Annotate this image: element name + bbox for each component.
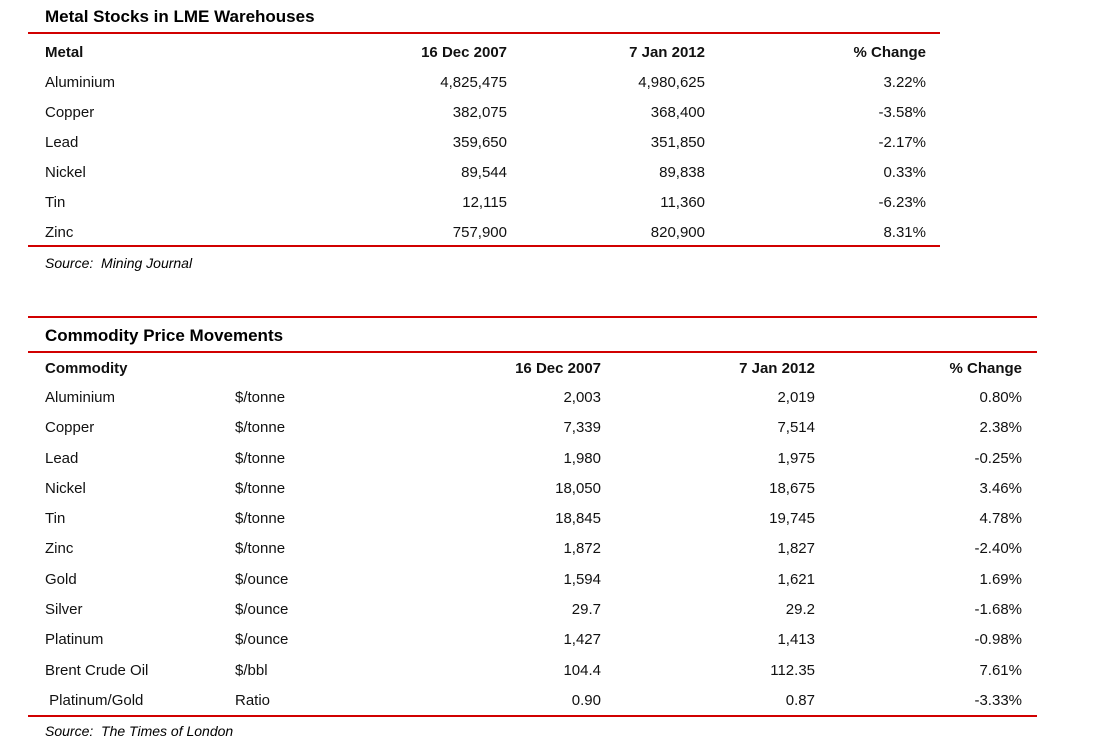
spacer — [0, 625, 45, 655]
pct-change-cell: -2.17% — [878, 134, 926, 151]
stock-2007-cell: 359,650 — [452, 134, 507, 151]
commodity-name-cell: Zinc — [45, 540, 74, 558]
stock-2007-cell: 382,075 — [452, 104, 507, 121]
commodity-prices-rows — [0, 383, 1099, 716]
table-row — [0, 504, 1099, 534]
column-header-16-dec-2007: 16 Dec 2007 — [515, 360, 601, 377]
pct-change-cell: -3.33% — [974, 691, 1022, 709]
commodity-name-cell: Aluminium — [45, 389, 116, 406]
price-2007-cell: 2,003 — [563, 389, 601, 406]
pct-change-cell: -2.40% — [974, 540, 1022, 558]
pct-change-cell: 1.69% — [979, 570, 1022, 588]
spacer — [0, 68, 45, 98]
commodity-prices-source-note: Source: The Times of London — [45, 723, 234, 739]
pct-change-cell: 0.33% — [883, 164, 926, 181]
column-header-metal: Metal — [45, 44, 84, 61]
pct-change-cell: -0.25% — [974, 449, 1022, 467]
commodity-name-cell: Platinum/Gold — [45, 691, 144, 709]
table-row — [0, 534, 1099, 564]
spacer — [0, 444, 45, 474]
price-2007-cell: 1,980 — [563, 449, 601, 467]
stock-2012-cell: 89,838 — [659, 164, 705, 181]
table-row — [0, 474, 1099, 504]
metal-name-cell: Copper — [45, 104, 95, 121]
spacer — [0, 355, 45, 383]
table-row — [0, 444, 1099, 474]
stock-2007-cell: 757,900 — [452, 224, 507, 241]
commodity-name-cell: Lead — [45, 449, 79, 467]
pct-change-cell: 3.46% — [979, 479, 1022, 497]
stock-2007-cell: 89,544 — [461, 164, 507, 181]
commodity-name-cell: Brent Crude Oil — [45, 661, 149, 679]
price-2012-cell: 0.87 — [785, 691, 815, 709]
price-2012-cell: 19,745 — [769, 510, 815, 528]
metal-name-cell: Nickel — [45, 164, 86, 181]
spacer — [0, 474, 45, 504]
spacer — [0, 595, 45, 625]
unit-cell: $/ounce — [235, 601, 289, 619]
table-row — [0, 383, 1099, 413]
spacer — [0, 128, 45, 158]
metal-name-cell: Lead — [45, 134, 79, 151]
table-row — [0, 656, 1099, 686]
title-underline-rule — [28, 32, 940, 34]
table-row — [0, 98, 1099, 128]
price-2007-cell: 18,050 — [555, 479, 601, 497]
metal-stocks-title: Metal Stocks in LME Warehouses — [45, 7, 315, 26]
title-top-rule — [28, 316, 1037, 318]
table-row — [0, 128, 1099, 158]
unit-cell: $/bbl — [235, 661, 268, 679]
price-2012-cell: 2,019 — [777, 389, 815, 406]
table-bottom-rule — [28, 245, 940, 247]
spacer — [0, 383, 45, 413]
table-bottom-rule — [28, 715, 1037, 717]
metal-name-cell: Zinc — [45, 224, 74, 241]
pct-change-cell: 4.78% — [979, 510, 1022, 528]
column-header-7-jan-2012: 7 Jan 2012 — [629, 44, 705, 61]
column-header-7-jan-2012: 7 Jan 2012 — [739, 360, 815, 377]
price-2012-cell: 29.2 — [785, 601, 815, 619]
table-row — [0, 158, 1099, 188]
commodity-name-cell: Tin — [45, 510, 66, 528]
table-row — [0, 625, 1099, 655]
table-row — [0, 595, 1099, 625]
table-row — [0, 686, 1099, 716]
commodity-name-cell: Copper — [45, 419, 95, 437]
unit-cell: $/ounce — [235, 570, 289, 588]
table-row — [0, 413, 1099, 443]
unit-cell: $/tonne — [235, 389, 286, 406]
pct-change-cell: -1.68% — [974, 601, 1022, 619]
price-2012-cell: 1,827 — [777, 540, 815, 558]
unit-cell: $/ounce — [235, 631, 289, 649]
stock-2012-cell: 11,360 — [660, 194, 705, 211]
spacer — [0, 218, 45, 248]
price-2007-cell: 1,427 — [563, 631, 601, 649]
title-underline-rule — [28, 351, 1037, 353]
spacer — [0, 565, 45, 595]
metal-stocks-source-note: Source: Mining Journal — [45, 255, 193, 271]
spacer — [0, 98, 45, 128]
pct-change-cell: 8.31% — [883, 224, 926, 241]
commodity-name-cell: Nickel — [45, 479, 86, 497]
price-2007-cell: 29.7 — [571, 601, 601, 619]
price-2007-cell: 18,845 — [555, 510, 601, 528]
spacer — [0, 413, 45, 443]
column-header-16-dec-2007: 16 Dec 2007 — [421, 44, 507, 61]
unit-cell: $/tonne — [235, 510, 286, 528]
stock-2012-cell: 351,850 — [650, 134, 705, 151]
commodity-prices-title: Commodity Price Movements — [45, 326, 284, 345]
column-header-pct-change: % Change — [949, 360, 1022, 377]
spacer — [0, 534, 45, 564]
column-header-pct-change: % Change — [853, 44, 926, 61]
price-2012-cell: 7,514 — [777, 419, 815, 437]
unit-cell: $/tonne — [235, 479, 286, 497]
table-row — [0, 565, 1099, 595]
column-header-commodity: Commodity — [45, 360, 128, 377]
pct-change-cell: 0.80% — [979, 389, 1022, 406]
spacer — [0, 504, 45, 534]
price-2007-cell: 7,339 — [563, 419, 601, 437]
pct-change-cell: 7.61% — [979, 661, 1022, 679]
unit-cell: $/tonne — [235, 449, 286, 467]
stock-2007-cell: 12,115 — [462, 194, 507, 211]
table-row — [0, 188, 1099, 218]
price-2012-cell: 1,621 — [777, 570, 815, 588]
unit-cell: Ratio — [235, 691, 271, 709]
metal-stocks-rows — [0, 68, 1099, 248]
metal-name-cell: Aluminium — [45, 74, 116, 91]
spacer — [0, 158, 45, 188]
spacer — [0, 686, 45, 716]
stock-2012-cell: 820,900 — [650, 224, 705, 241]
spacer — [0, 38, 45, 68]
pct-change-cell: -6.23% — [878, 194, 926, 211]
pct-change-cell: 3.22% — [883, 74, 926, 91]
stock-2012-cell: 4,980,625 — [638, 74, 705, 91]
price-2012-cell: 1,413 — [777, 631, 815, 649]
unit-cell: $/tonne — [235, 419, 286, 437]
spacer — [0, 188, 45, 218]
spacer — [0, 656, 45, 686]
commodity-name-cell: Platinum — [45, 631, 104, 649]
metal-name-cell: Tin — [45, 194, 66, 211]
price-2007-cell: 1,594 — [563, 570, 601, 588]
stock-2012-cell: 368,400 — [650, 104, 705, 121]
pct-change-cell: -3.58% — [878, 104, 926, 121]
price-2012-cell: 112.35 — [770, 661, 815, 679]
pct-change-cell: 2.38% — [979, 419, 1022, 437]
pct-change-cell: -0.98% — [974, 631, 1022, 649]
price-2012-cell: 18,675 — [769, 479, 815, 497]
price-2007-cell: 1,872 — [563, 540, 601, 558]
metal-stocks-header-row — [0, 38, 1099, 68]
commodity-prices-header-row — [0, 355, 1099, 383]
table-row — [0, 218, 1099, 248]
price-2007-cell: 0.90 — [571, 691, 601, 709]
commodity-name-cell: Silver — [45, 601, 83, 619]
stock-2007-cell: 4,825,475 — [440, 74, 507, 91]
table-row — [0, 68, 1099, 98]
commodity-name-cell: Gold — [45, 570, 77, 588]
price-2007-cell: 104.4 — [563, 661, 601, 679]
price-2012-cell: 1,975 — [777, 449, 815, 467]
unit-cell: $/tonne — [235, 540, 286, 558]
